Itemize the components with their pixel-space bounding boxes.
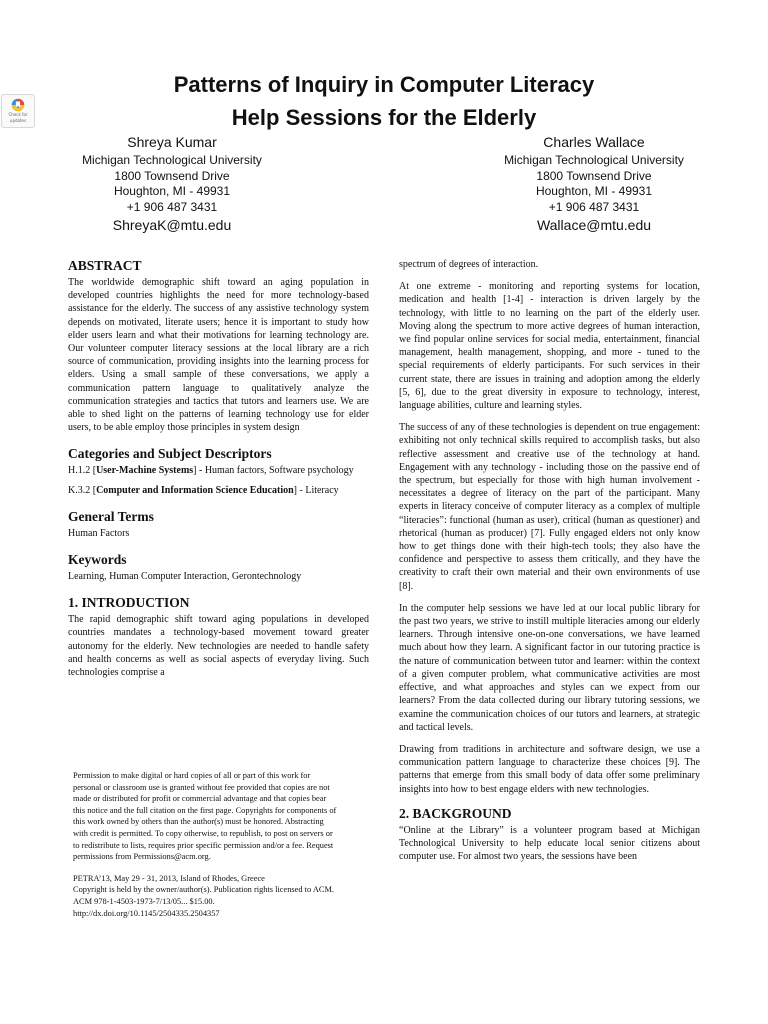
- author-affiliation: Michigan Technological University: [504, 153, 684, 167]
- author-block-1: [62, 132, 282, 235]
- author-email[interactable]: Wallace@mtu.edu: [536, 217, 652, 233]
- author-phone: +1 906 487 3431: [548, 199, 640, 214]
- general-terms-text: Human Factors: [68, 527, 130, 539]
- author-email[interactable]: ShreyaK@mtu.edu: [112, 217, 232, 233]
- introduction-paragraph-5: Drawing from traditions in architecture and software design, we use a communication pattern language to characterize these choices [9]. The patterns that emerge from this small body of data offer some preliminary insights into how to best engage elders with new technologies.: [399, 743, 700, 795]
- copyright-footnote: [73, 770, 369, 929]
- author-city: Houghton, MI - 49931: [535, 184, 653, 198]
- introduction-paragraph-1: The rapid demographic shift toward aging populations in developed countries mandates a technology-based movement toward greater autonomy for the elderly. New technologies are needed to handle safety and health concerns as well as social aspects of everyday living. Such technologies comprise a: [68, 614, 369, 679]
- author-affiliation: Michigan Technological University: [82, 153, 262, 167]
- author-street: 1800 Townsend Drive: [536, 168, 652, 183]
- introduction-paragraph-1-continued: spectrum of degrees of interaction.: [399, 259, 539, 270]
- permission-line: personal or classroom use is granted without fee provided that copies are not: [73, 782, 330, 792]
- category-rest: ] - Human factors, Software psychology: [193, 465, 354, 477]
- title-line-2: Help Sessions for the Elderly: [231, 105, 537, 130]
- category-code: K.3.2 [: [68, 484, 97, 496]
- permission-line: to redistribute to lists, requires prior specific permission and/or a fee. Request: [73, 840, 334, 850]
- introduction-heading: 1. INTRODUCTION: [68, 595, 190, 611]
- right-column: [399, 258, 700, 872]
- author-city: Houghton, MI - 49931: [113, 184, 231, 198]
- author-block-2: [484, 132, 704, 235]
- paper-title: [80, 68, 688, 134]
- category-code: H.1.2 [: [68, 465, 97, 477]
- permission-line: Permission to make digital or hard copies of all or part of this work for: [73, 771, 311, 780]
- general-terms-heading: General Terms: [68, 508, 154, 524]
- category-name: User-Machine Systems: [96, 465, 194, 477]
- category-rest: ] - Literacy: [293, 484, 339, 496]
- keywords-heading: Keywords: [68, 552, 127, 568]
- introduction-paragraph-3: The success of any of these technologies is dependent on true engagement: exhibiting not only technical skills required to accomplish tasks, but also reflective assessment and creative use of the technology at hand. Engagement with any technology - including those on the passive end of the spectrum, but especially for those with high human involvement - necessitates a degree of literacy on the part of the participant. Many experts in literacy conceive of computer literacy as a complex of multiple “literacies”: functional (human as user), critical (human as questioner) and rhetorical (human as producer) [7]. Fully engaged elders not only know how to get things done with their high-tech tools; they also have the confidence and perspective to assess them critically, and they have the creativity to craft their own material and their own environments of use [8].: [399, 422, 700, 592]
- permission-line: this notice and the full citation on the first page. Copyrights for components of: [73, 805, 337, 815]
- doi-link[interactable]: http://dx.doi.org/10.1145/2504335.2504357: [73, 908, 220, 918]
- crossmark-icon: [11, 98, 25, 112]
- badge-label-1: Check for: [8, 112, 28, 117]
- left-column: [68, 258, 369, 688]
- permission-line: this work owned by others than the author(s) must be honored. Abstracting: [73, 817, 324, 827]
- keywords-text: Learning, Human Computer Interaction, Gerontechnology: [68, 571, 302, 583]
- author-name: Shreya Kumar: [127, 134, 217, 150]
- title-line-1: Patterns of Inquiry in Computer Literacy: [173, 72, 595, 97]
- author-street: 1800 Townsend Drive: [114, 168, 230, 183]
- introduction-paragraph-2: At one extreme - monitoring and reporting systems for location, medication and health [1-4] - interaction is driven largely by the technology, with little to no learning on the part of the elderly user. Moving along the spectrum to more active degrees of human interaction, we find popular online services for social media, entertainment, financial management, health management, shopping, and more - tuned to the special requirements of elderly participants. For such services in their current state, there are issues in training and adoption among the elderly [5, 6], due to the great diversity in exposure to technology, interest, language abilities, culture and learning styles.: [399, 281, 700, 412]
- category-name: Computer and Information Science Education: [96, 484, 294, 496]
- categories-heading: Categories and Subject Descriptors: [68, 446, 272, 462]
- permission-line: permissions from Permissions@acm.org.: [73, 852, 211, 862]
- permission-notice: [73, 770, 369, 863]
- background-heading: 2. BACKGROUND: [399, 805, 512, 821]
- badge-label-2: updates: [9, 117, 27, 123]
- permission-line: made or distributed for profit or commercial advantage and that copies bear: [73, 794, 327, 804]
- conference-notice: [73, 873, 369, 919]
- conference-line: Copyright is held by the owner/author(s). Publication rights licensed to ACM.: [73, 885, 334, 895]
- conference-line: PETRA’13, May 29 - 31, 2013, Island of Rhodes, Greece: [73, 873, 265, 883]
- abstract-heading: ABSTRACT: [68, 258, 142, 273]
- category-item-2: [68, 484, 369, 497]
- conference-line: ACM 978-1-4503-1973-7/13/05... $15.00.: [73, 896, 215, 906]
- permission-line: with credit is permitted. To copy otherwise, to republish, to post on servers or: [73, 828, 333, 838]
- author-phone: +1 906 487 3431: [126, 199, 218, 214]
- abstract-text: The worldwide demographic shift toward an aging population in developed countries highlights the need for more technology-based assistance for the elderly. The success of any assistive technology system depends on motivated, literate users; hence it is important to study how elder users learn and what their motivations for learning technology are. Our volunteer computer literacy sessions at the local library are a rich source of communication, providing insights into the learning process for elders. Using a small sample of these conversations, we apply a communication pattern language to qualitatively analyze the communication strategies and tactics that tutors and learners use. We are able to shed light on the patterns of learning technology use for elder users, to be able employ those principles in system design: [68, 277, 369, 434]
- introduction-paragraph-4: In the computer help sessions we have led at our local public library for the past two years, we strive to instill multiple literacies among our elderly learners. Through intensive one-on-one conversations, we have learned much about how they learn. A significant factor in our tutoring practice is the nature of communication between tutor and learner: within the context of a given computer problem, what communicative activities are most effective, and what approaches and styles can we expect from our learners? From the data collected during our library tutoring sessions, we examine the communication choices of our tutors and learners, at strategic and tactical levels.: [399, 602, 700, 733]
- author-name: Charles Wallace: [543, 134, 645, 150]
- category-item-1: [68, 464, 369, 477]
- check-for-updates-badge[interactable]: [1, 94, 35, 128]
- background-paragraph-1: “Online at the Library” is a volunteer program based at Michigan Technological University to help educate local senior citizens about computer use. For almost two years, the sessions have been: [399, 824, 700, 863]
